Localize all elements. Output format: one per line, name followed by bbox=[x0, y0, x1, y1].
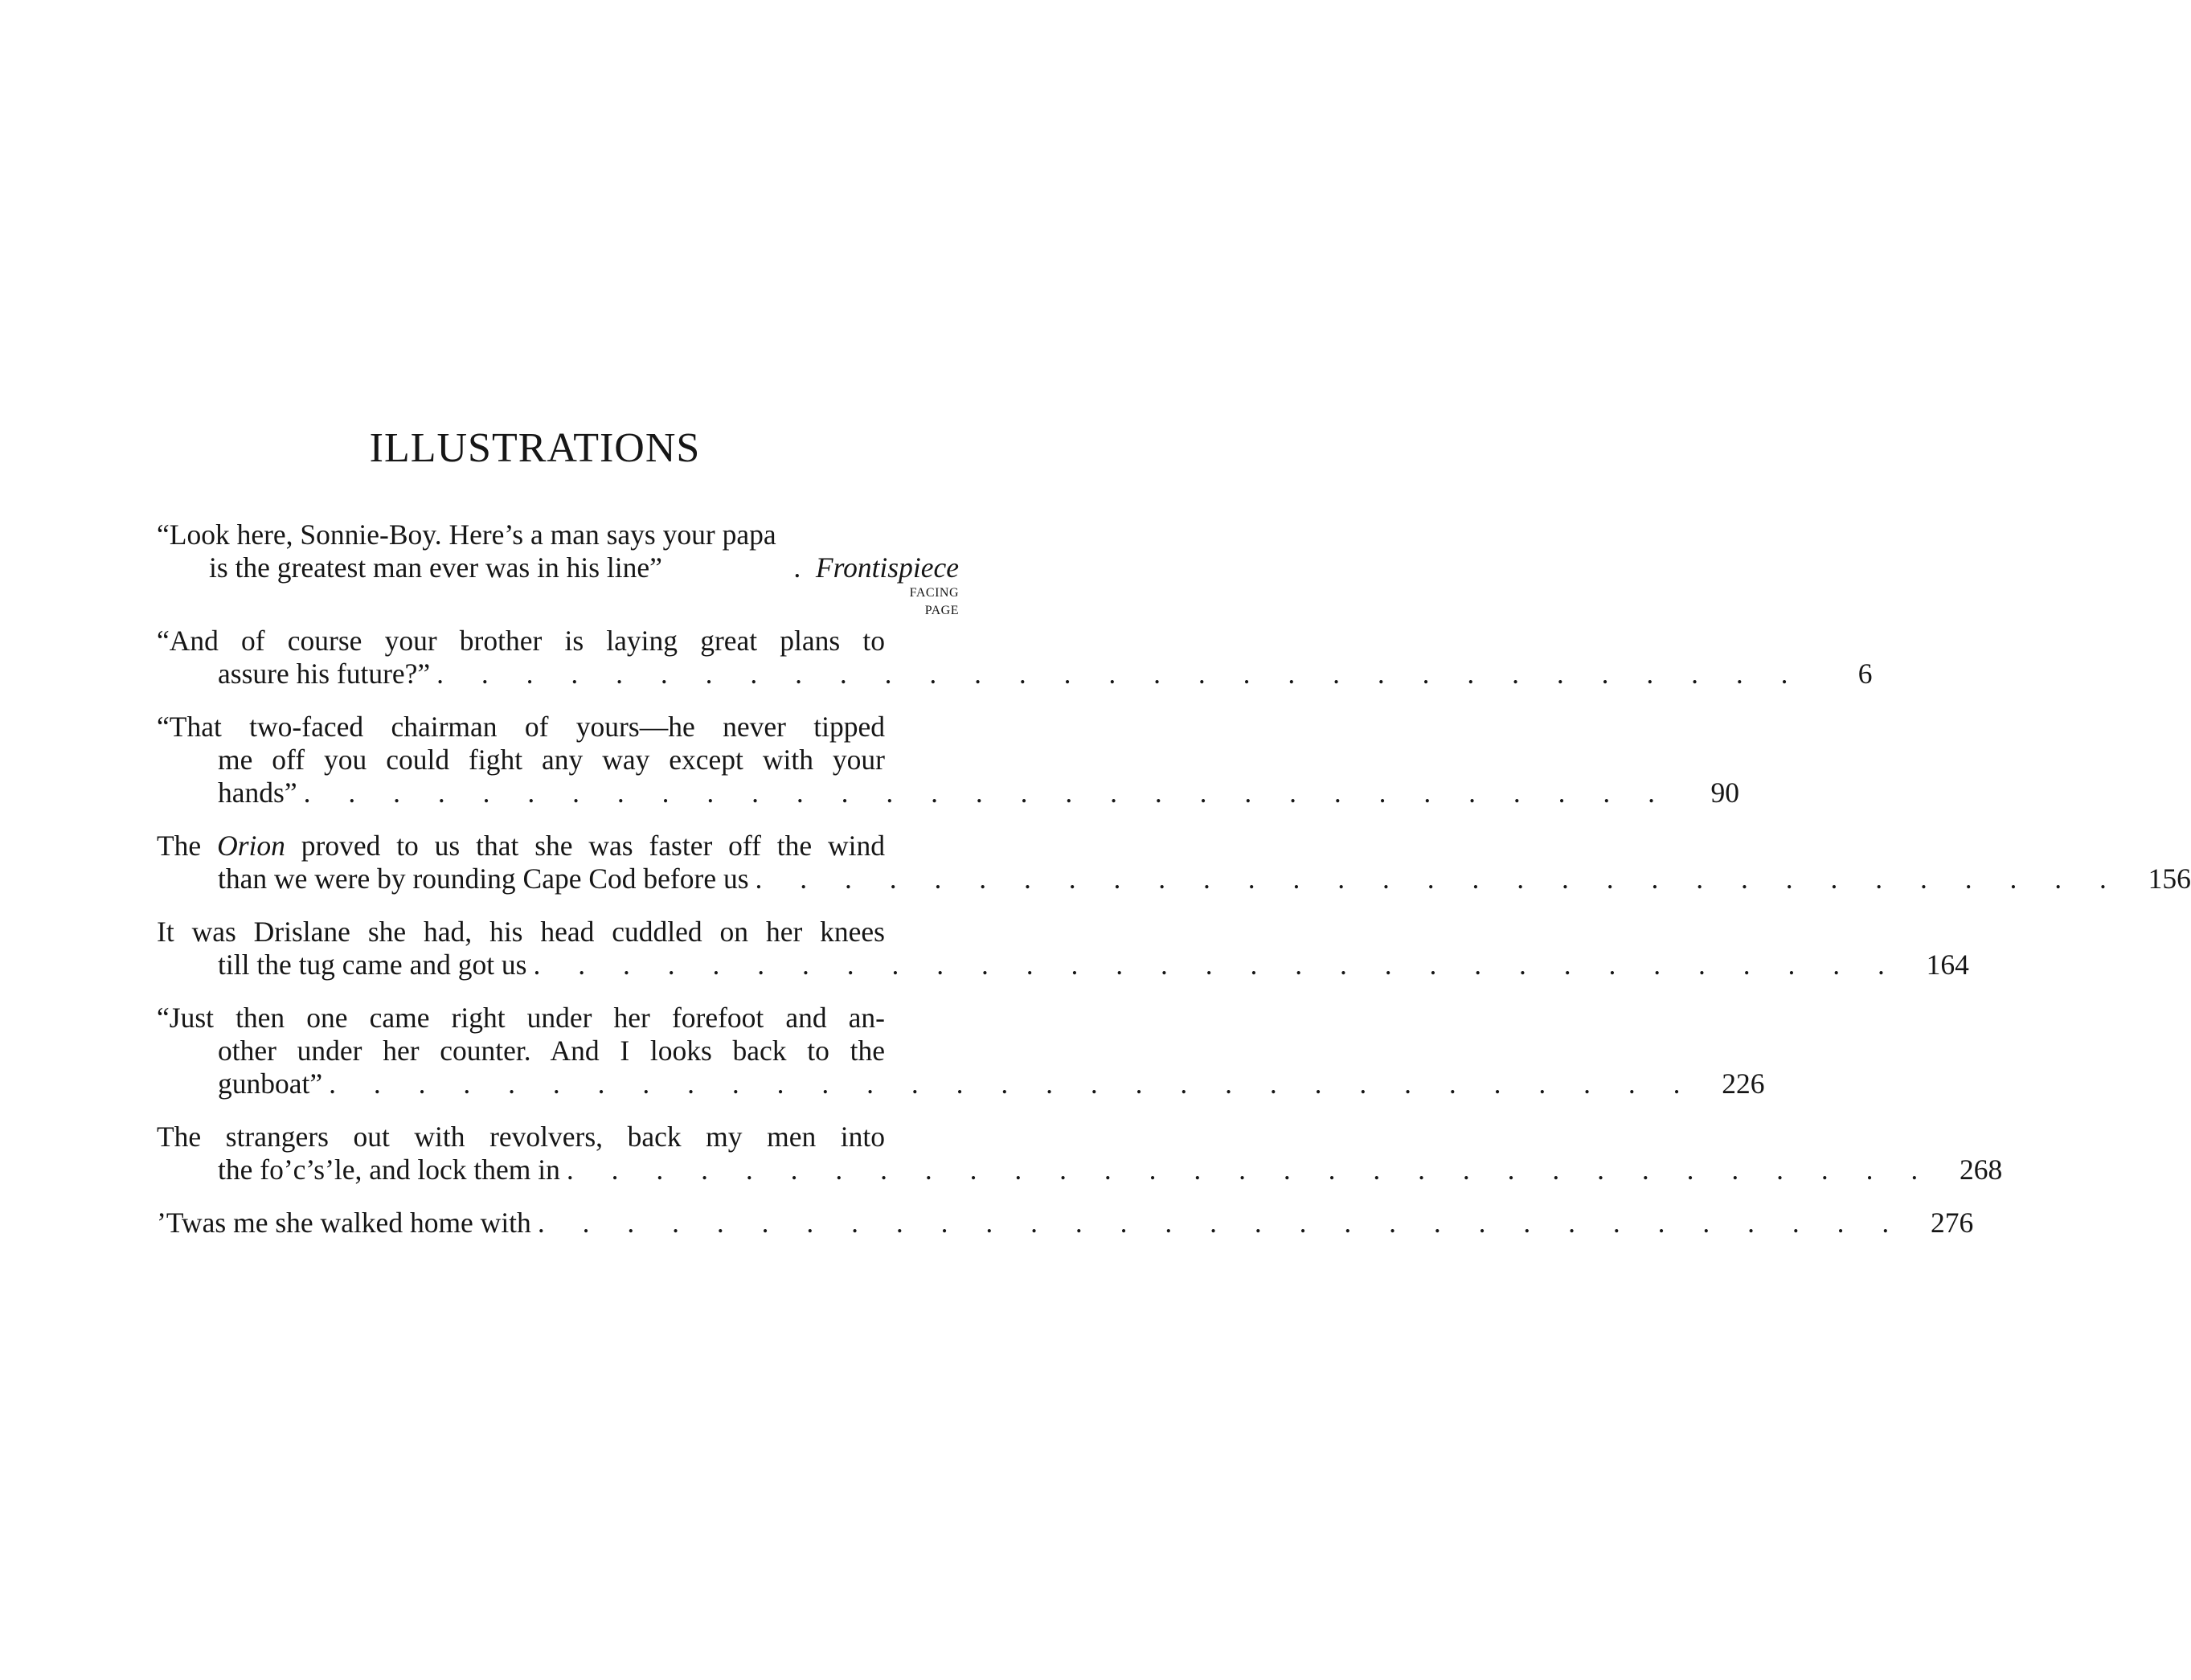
dot-leader: . . . . . . . . . . . . . . . . . . . . . . . . . . . . . . . bbox=[755, 863, 2122, 895]
dot-leader: . . . . . . . . . . . . . . . . . . . . . . . . . . . . . . . bbox=[436, 658, 1804, 690]
entry-line: The strangers out with revolvers, back my men into bbox=[157, 1121, 885, 1153]
page-title: ILLUSTRATIONS bbox=[369, 425, 701, 471]
entry-line: ’Twas me she walked home with bbox=[157, 1207, 531, 1239]
ship-name: Orion bbox=[217, 830, 285, 862]
entry-line: The Orion proved to us that she was faster off the wind bbox=[157, 830, 885, 862]
entry-line: hands” bbox=[218, 776, 297, 809]
dot-leader: . . . . . . . . . . . . . . . . . . . . . . . . . . . . . . . bbox=[566, 1153, 1934, 1186]
list-item bbox=[157, 625, 1873, 690]
list-item bbox=[157, 830, 2191, 895]
entry-line: than we were by rounding Cape Cod before us bbox=[218, 863, 749, 895]
entry-line: “That two-faced chairman of yours—he never tipped bbox=[157, 711, 885, 743]
page-number: . Frontispiece bbox=[794, 551, 959, 584]
entry-line: “Look here, Sonnie-Boy. Here’s a man says your papa bbox=[157, 518, 776, 551]
list-item bbox=[157, 518, 959, 584]
page-number: 164 bbox=[1926, 949, 1969, 981]
illustrations-list bbox=[157, 518, 2191, 1240]
page-number: 6 bbox=[1857, 658, 1873, 690]
facing-page-header: FACING PAGE bbox=[909, 586, 959, 617]
page-number: 268 bbox=[1960, 1153, 2003, 1186]
list-item bbox=[157, 1121, 2003, 1186]
page-number: 90 bbox=[1710, 776, 1739, 809]
list-item bbox=[157, 1002, 1765, 1100]
entry-line: me off you could fight any way except with your bbox=[218, 744, 885, 776]
page-number: 276 bbox=[1930, 1207, 1974, 1239]
entry-line: gunboat” bbox=[218, 1067, 323, 1100]
list-item bbox=[157, 916, 1969, 981]
entry-line: other under her counter. And I looks back to the bbox=[218, 1035, 885, 1067]
entry-line: the fo’c’s’le, and lock them in bbox=[218, 1153, 560, 1186]
page-number: 156 bbox=[2148, 863, 2191, 895]
page-number: 226 bbox=[1722, 1067, 1765, 1100]
entry-line: is the greatest man ever was in his line” bbox=[209, 551, 662, 584]
dot-leader: . . . . . . . . . . . . . . . . . . . . . . . . . . . . . . . bbox=[303, 776, 1670, 809]
dot-leader: . . . . . . . . . . . . . . . . . . . . . . . . . . . . . . . bbox=[537, 1207, 1905, 1239]
entry-line: It was Drislane she had, his head cuddled on her knees bbox=[157, 916, 885, 948]
entry-line: “And of course your brother is laying great plans to bbox=[157, 625, 885, 657]
entry-line: till the tug came and got us bbox=[218, 949, 527, 981]
dot-leader: . . . . . . . . . . . . . . . . . . . . . . . . . . . . . . . bbox=[329, 1067, 1696, 1100]
list-item bbox=[157, 711, 1739, 809]
list-item bbox=[157, 1207, 1974, 1240]
entry-line: “Just then one came right under her forefoot and an- bbox=[157, 1002, 885, 1034]
entry-line: assure his future?” bbox=[218, 658, 431, 690]
dot-leader: . . . . . . . . . . . . . . . . . . . . . . . . . . . . . . . bbox=[533, 949, 1900, 981]
